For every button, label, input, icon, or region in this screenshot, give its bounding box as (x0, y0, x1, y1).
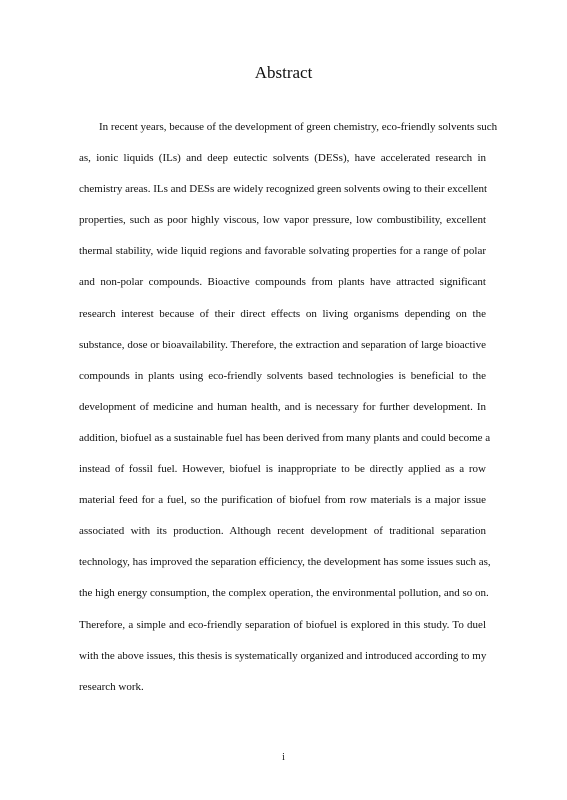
paragraph-line: instead of fossil fuel. However, biofuel is inappropriate to be directly applied as a row (79, 463, 486, 476)
paragraph-line: development of medicine and human health, and is necessary for further development. In (79, 400, 486, 413)
paragraph-line: properties, such as poor highly viscous, low vapor pressure, low combustibility, excellent (79, 214, 486, 227)
paragraph-line: addition, biofuel as a sustainable fuel has been derived from many plants and could become a (79, 431, 491, 444)
page-number: i (282, 752, 285, 763)
paragraph-line: chemistry areas. ILs and DESs are widely recognized green solvents owing to their excellent (79, 183, 488, 196)
paragraph-line: In recent years, because of the development of green chemistry, eco-friendly solvents such (99, 121, 498, 133)
paragraph-line: research interest because of their direct effects on living organisms depending on the (79, 307, 486, 320)
paragraph-line: material feed for a fuel, so the purification of biofuel from row materials is a major issue (79, 494, 486, 507)
paragraph-line: the high energy consumption, the complex operation, the environmental pollution, and so on. (79, 587, 489, 600)
page-title: Abstract (254, 63, 313, 82)
paragraph-line: compounds in plants using eco-friendly solvents based technologies is beneficial to the (79, 369, 486, 382)
paragraph-line: thermal stability, wide liquid regions and favorable solvating properties for a range of polar (79, 245, 486, 258)
paragraph-line: associated with its production. Although recent development of traditional separation (79, 525, 486, 538)
paragraph-line: substance, dose or bioavailability. Therefore, the extraction and separation of large bioactive (79, 338, 486, 351)
paragraph-line: technology, has improved the separation efficiency, the development has some issues such as, (79, 556, 491, 569)
paragraph-line: and non-polar compounds. Bioactive compounds from plants have attracted significant (79, 276, 486, 289)
paragraph-line: with the above issues, this thesis is systematically organized and introduced according to my (79, 649, 487, 662)
abstract-paragraph (79, 112, 498, 703)
paragraph-line: Therefore, a simple and eco-friendly separation of biofuel is explored in this study. To duel (79, 618, 486, 631)
paragraph-line: as, ionic liquids (ILs) and deep eutectic solvents (DESs), have accelerated research in (79, 152, 486, 165)
paragraph-line: research work. (79, 680, 144, 693)
